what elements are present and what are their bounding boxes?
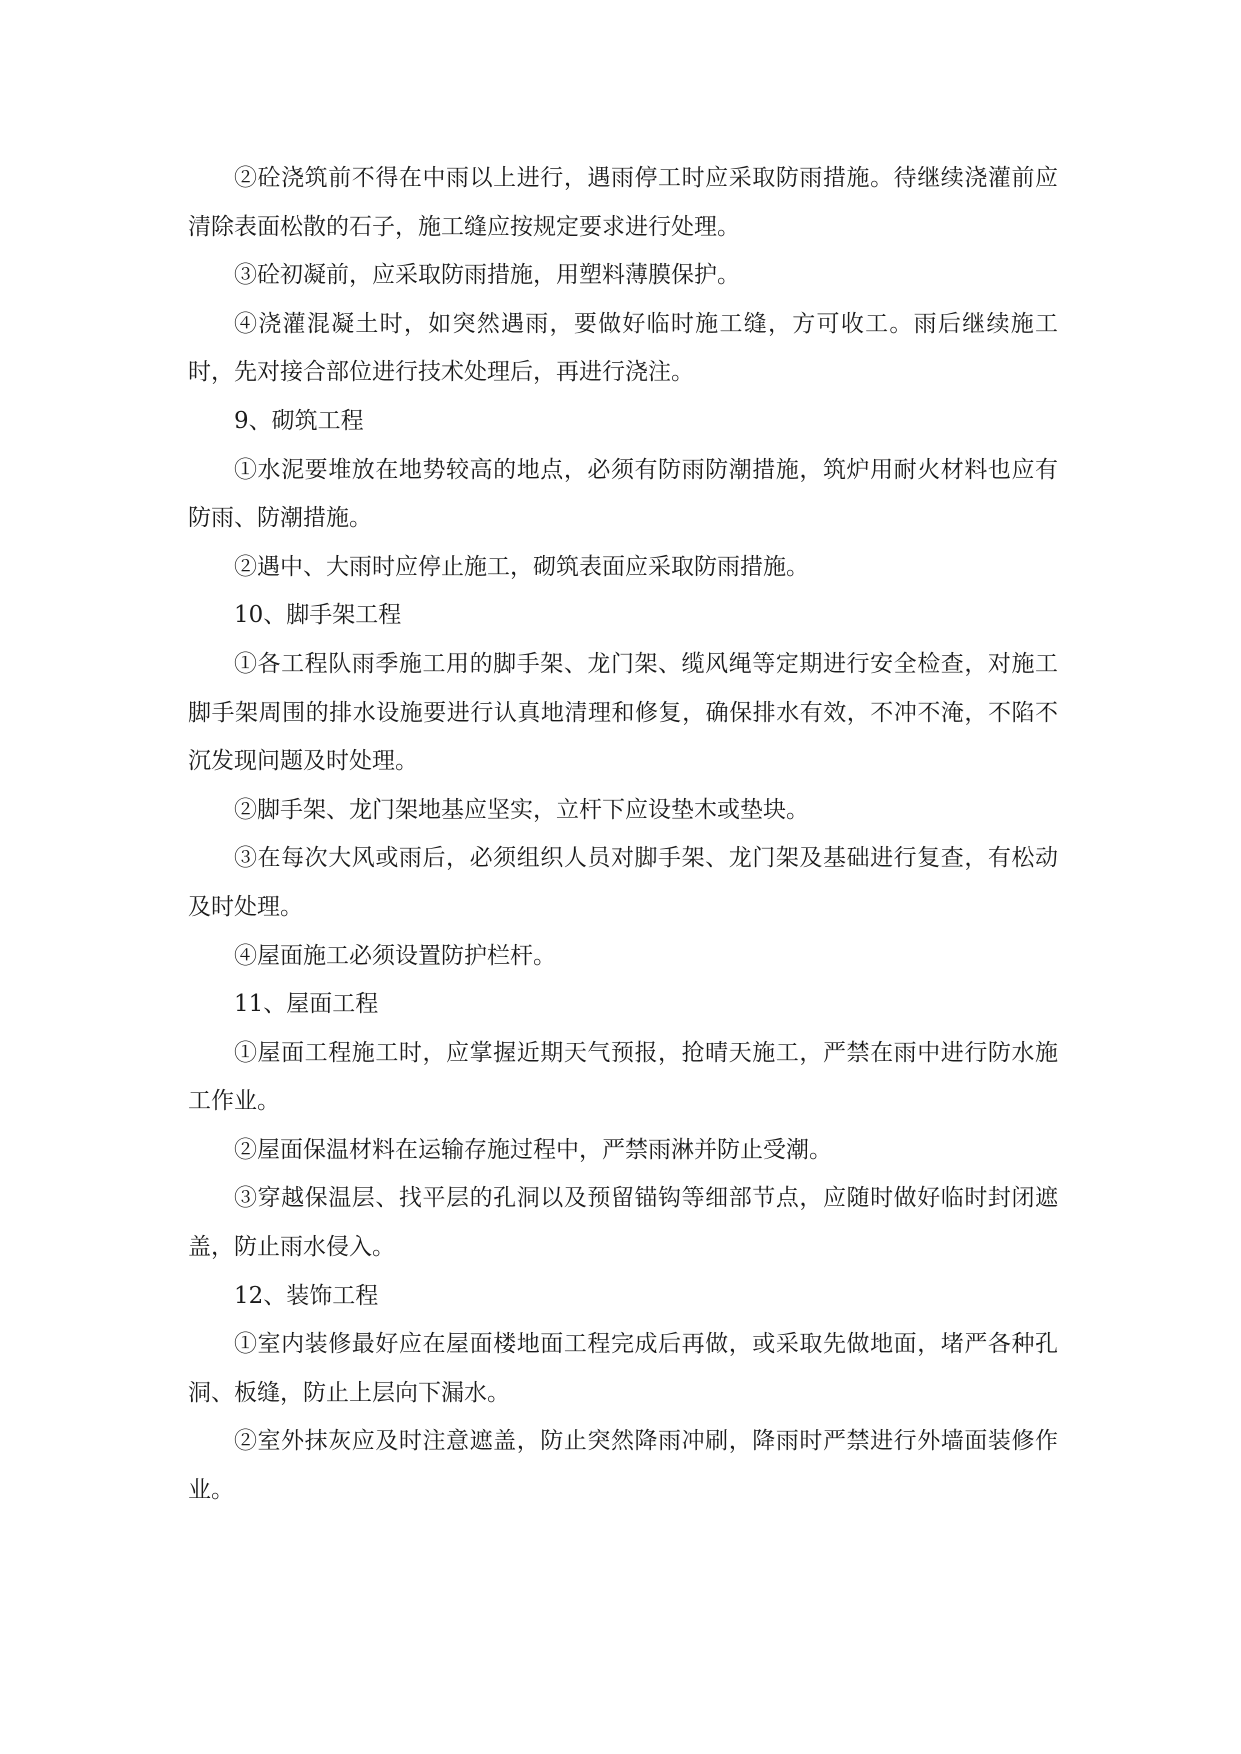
paragraph: ①室内装修最好应在屋面楼地面工程完成后再做，或采取先做地面，堵严各种孔洞、板缝，防止上层向下漏水。 — [188, 1331, 1058, 1406]
paragraph: ①屋面工程施工时，应掌握近期天气预报，抢晴天施工，严禁在雨中进行防水施工作业。 — [188, 1039, 1058, 1115]
section-heading: 9、砌筑工程 — [234, 407, 364, 434]
paragraph: ②室外抹灰应及时注意遮盖，防止突然降雨冲刷，降雨时严禁进行外墙面装修作业。 — [188, 1428, 1058, 1504]
paragraph: ②遇中、大雨时应停止施工，砌筑表面应采取防雨措施。 — [234, 553, 809, 580]
section-heading: 11、屋面工程 — [234, 991, 379, 1018]
paragraph: ②脚手架、龙门架地基应坚实，立杆下应设垫木或垫块。 — [234, 796, 809, 823]
paragraph: ①水泥要堆放在地势较高的地点，必须有防雨防潮措施，筑炉用耐火材料也应有防雨、防潮措施。 — [188, 456, 1058, 532]
document-body — [188, 154, 1058, 1515]
paragraph: ③砼初凝前，应采取防雨措施，用塑料薄膜保护。 — [234, 262, 740, 289]
paragraph: ③在每次大风或雨后，必须组织人员对脚手架、龙门架及基础进行复查，有松动及时处理。 — [188, 845, 1058, 920]
paragraph: ①各工程队雨季施工用的脚手架、龙门架、缆风绳等定期进行安全检查，对施工脚手架周围的排水设施要进行认真地清理和修复，确保排水有效，不冲不淹，不陷不沉发现问题及时处理。 — [188, 650, 1058, 775]
section-heading: 12、装饰工程 — [234, 1282, 379, 1309]
paragraph: ②砼浇筑前不得在中雨以上进行，遇雨停工时应采取防雨措施。待继续浇灌前应清除表面松散的石子，施工缝应按规定要求进行处理。 — [188, 165, 1058, 240]
paragraph: ④屋面施工必须设置防护栏杆。 — [234, 942, 556, 969]
paragraph: ③穿越保温层、找平层的孔洞以及预留锚钩等细部节点，应随时做好临时封闭遮盖，防止雨水侵入。 — [188, 1185, 1058, 1261]
paragraph: ④浇灌混凝土时，如突然遇雨，要做好临时施工缝，方可收工。雨后继续施工时，先对接合部位进行技术处理后，再进行浇注。 — [188, 310, 1058, 386]
section-heading: 10、脚手架工程 — [234, 602, 402, 629]
paragraph: ②屋面保温材料在运输存施过程中，严禁雨淋并防止受潮。 — [234, 1136, 832, 1163]
